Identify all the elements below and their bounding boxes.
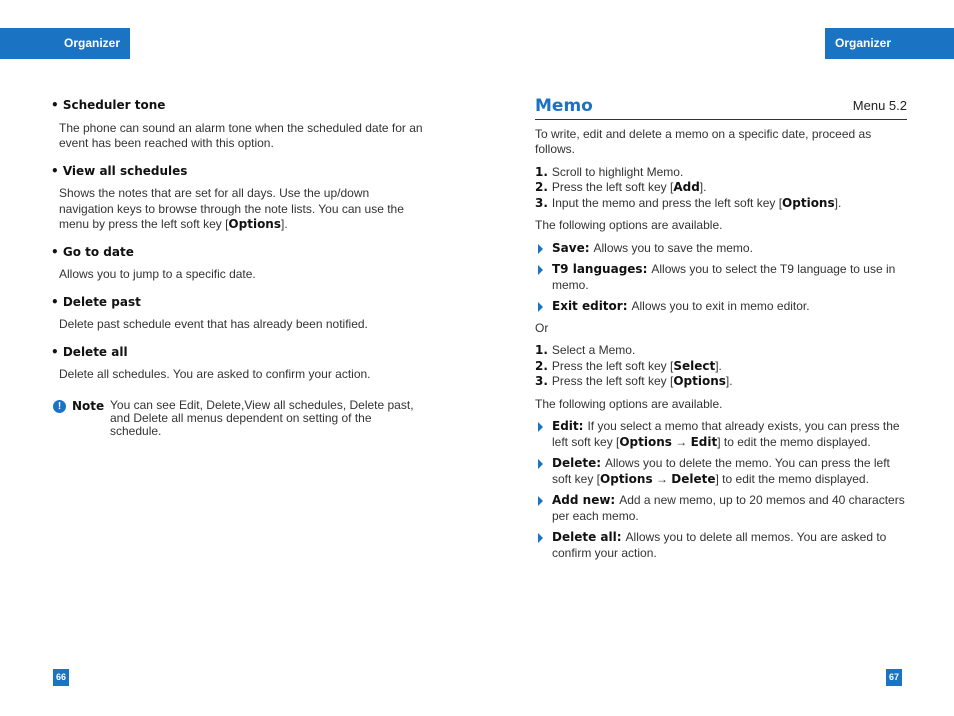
option-name: T9 languages: bbox=[552, 262, 648, 276]
step-number: 1. bbox=[535, 343, 548, 357]
step-item bbox=[535, 374, 907, 390]
header-tab-organizer-left: Organizer bbox=[0, 28, 130, 59]
section-delete-all bbox=[51, 345, 423, 383]
option-item bbox=[535, 299, 907, 315]
option-desc: Allows you to save the memo. bbox=[593, 240, 753, 255]
option-item bbox=[535, 456, 907, 487]
section-scheduler-tone bbox=[51, 98, 423, 152]
key-options: Options bbox=[673, 374, 726, 388]
triangle-bullet-icon bbox=[538, 244, 543, 254]
step-text: Select a Memo. bbox=[551, 343, 636, 357]
option-desc: Allows you to delete all memos. You are asked to confirm your action. bbox=[552, 530, 887, 560]
section-go-to-date bbox=[51, 245, 423, 283]
bullet-title: • Delete past bbox=[51, 294, 141, 309]
option-name: Add new: bbox=[552, 493, 616, 507]
key-options: Options bbox=[600, 471, 653, 486]
step-text: ]. bbox=[725, 374, 733, 388]
arrow-icon: → bbox=[652, 471, 672, 486]
triangle-bullet-icon bbox=[538, 459, 543, 469]
text: ]. bbox=[281, 217, 288, 231]
text: Shows the notes that are set for all days. Use the up/down navigation keys to browse through the note lists. You can use the menu by press the left soft key [ bbox=[59, 186, 404, 231]
option-item bbox=[535, 493, 907, 524]
step-number: 1. bbox=[535, 164, 548, 179]
option-desc: ] to edit the memo displayed. bbox=[717, 434, 871, 449]
following-text: The following options are available. bbox=[535, 396, 723, 411]
note-text: You can see Edit, Delete,View all schedules, Delete past, and Delete all menus dependent on setting of the schedule. bbox=[110, 397, 414, 438]
option-desc: If you select a memo that already exists, you can press the left soft key [ bbox=[552, 419, 900, 449]
page-number-left: 66 bbox=[53, 669, 69, 686]
option-item bbox=[535, 262, 907, 293]
option-desc: Allows you to delete the memo. You can press the left soft key [ bbox=[552, 456, 890, 486]
step-item bbox=[535, 196, 907, 212]
left-column bbox=[51, 98, 423, 438]
following-text: The following options are available. bbox=[535, 218, 723, 232]
option-name: Exit editor: bbox=[552, 299, 628, 313]
section-title: Memo bbox=[535, 96, 593, 116]
key-options: Options bbox=[782, 195, 835, 210]
bullet-text bbox=[59, 186, 423, 233]
option-name: Edit: bbox=[552, 419, 584, 433]
section-view-all-schedules bbox=[51, 164, 423, 233]
option-desc: Allows you to exit in memo editor. bbox=[631, 299, 810, 313]
section-delete-past bbox=[51, 295, 423, 333]
option-text bbox=[552, 241, 907, 257]
key-edit: Edit bbox=[690, 434, 718, 449]
bullet-text: Allows you to jump to a specific date. bbox=[59, 267, 256, 281]
option-desc: Allows you to select the T9 language to use in memo. bbox=[552, 262, 896, 292]
triangle-bullet-icon bbox=[538, 496, 543, 506]
option-item bbox=[535, 419, 907, 450]
steps-list-2 bbox=[535, 343, 907, 390]
page-number-right: 67 bbox=[886, 669, 902, 686]
option-desc: Add a new memo, up to 20 memos and 40 characters per each memo. bbox=[552, 493, 905, 523]
step-text: Press the left soft key [ bbox=[551, 180, 674, 194]
header-tab-organizer-right: Organizer bbox=[825, 28, 954, 59]
step-item bbox=[535, 343, 907, 359]
step-number: 2. bbox=[535, 180, 548, 194]
triangle-bullet-icon bbox=[538, 265, 543, 275]
option-text bbox=[552, 530, 907, 561]
info-icon: ! bbox=[53, 400, 66, 413]
note-label: Note bbox=[72, 398, 105, 413]
option-name: Delete all: bbox=[552, 530, 622, 544]
step-text: ]. bbox=[699, 180, 707, 194]
bullet-title: • Delete all bbox=[51, 344, 128, 359]
menu-reference: Menu 5.2 bbox=[852, 98, 907, 113]
option-text bbox=[552, 493, 907, 524]
option-item bbox=[535, 530, 907, 561]
bullet-text: The phone can sound an alarm tone when the scheduled date for an event has been reached with this option. bbox=[59, 120, 423, 150]
or-text: Or bbox=[535, 320, 549, 335]
step-item bbox=[535, 359, 907, 375]
options-list-2 bbox=[535, 419, 907, 561]
step-text: Press the left soft key [ bbox=[551, 374, 674, 388]
options-list-1 bbox=[535, 241, 907, 315]
step-number: 2. bbox=[535, 358, 548, 373]
step-item bbox=[535, 180, 907, 196]
key-options: Options bbox=[228, 217, 281, 231]
triangle-bullet-icon bbox=[538, 302, 543, 312]
key-add: Add bbox=[673, 180, 700, 194]
step-item bbox=[535, 165, 907, 181]
option-text bbox=[552, 299, 907, 315]
memo-header bbox=[535, 98, 907, 120]
step-text: ]. bbox=[834, 195, 842, 210]
step-number: 3. bbox=[535, 195, 548, 210]
step-text: Scroll to highlight Memo. bbox=[551, 164, 684, 179]
option-item bbox=[535, 241, 907, 257]
bullet-text: Delete all schedules. You are asked to confirm your action. bbox=[59, 367, 371, 381]
triangle-bullet-icon bbox=[538, 422, 543, 432]
bullet-text: Delete past schedule event that has already been notified. bbox=[59, 317, 368, 331]
option-text bbox=[552, 456, 907, 487]
step-text: ]. bbox=[715, 358, 722, 373]
steps-list-1 bbox=[535, 165, 907, 212]
option-text bbox=[552, 262, 907, 293]
note-box bbox=[51, 399, 423, 438]
option-name: Save: bbox=[552, 240, 590, 255]
bullet-title: • Go to date bbox=[51, 244, 134, 259]
key-options: Options bbox=[619, 434, 672, 449]
triangle-bullet-icon bbox=[538, 533, 543, 543]
option-name: Delete: bbox=[552, 456, 602, 470]
step-text: Press the left soft key [ bbox=[551, 358, 674, 373]
key-delete: Delete bbox=[671, 471, 716, 486]
option-desc: ] to edit the memo displayed. bbox=[715, 471, 869, 486]
bullet-title: • Scheduler tone bbox=[51, 98, 166, 112]
option-text bbox=[552, 419, 907, 450]
intro-text: To write, edit and delete a memo on a specific date, proceed as follows. bbox=[535, 126, 872, 156]
step-text: Input the memo and press the left soft key [ bbox=[551, 195, 783, 210]
step-number: 3. bbox=[535, 374, 548, 388]
key-select: Select bbox=[673, 358, 716, 373]
arrow-icon: → bbox=[671, 434, 691, 449]
bullet-title: • View all schedules bbox=[51, 163, 188, 178]
right-column bbox=[535, 98, 907, 567]
